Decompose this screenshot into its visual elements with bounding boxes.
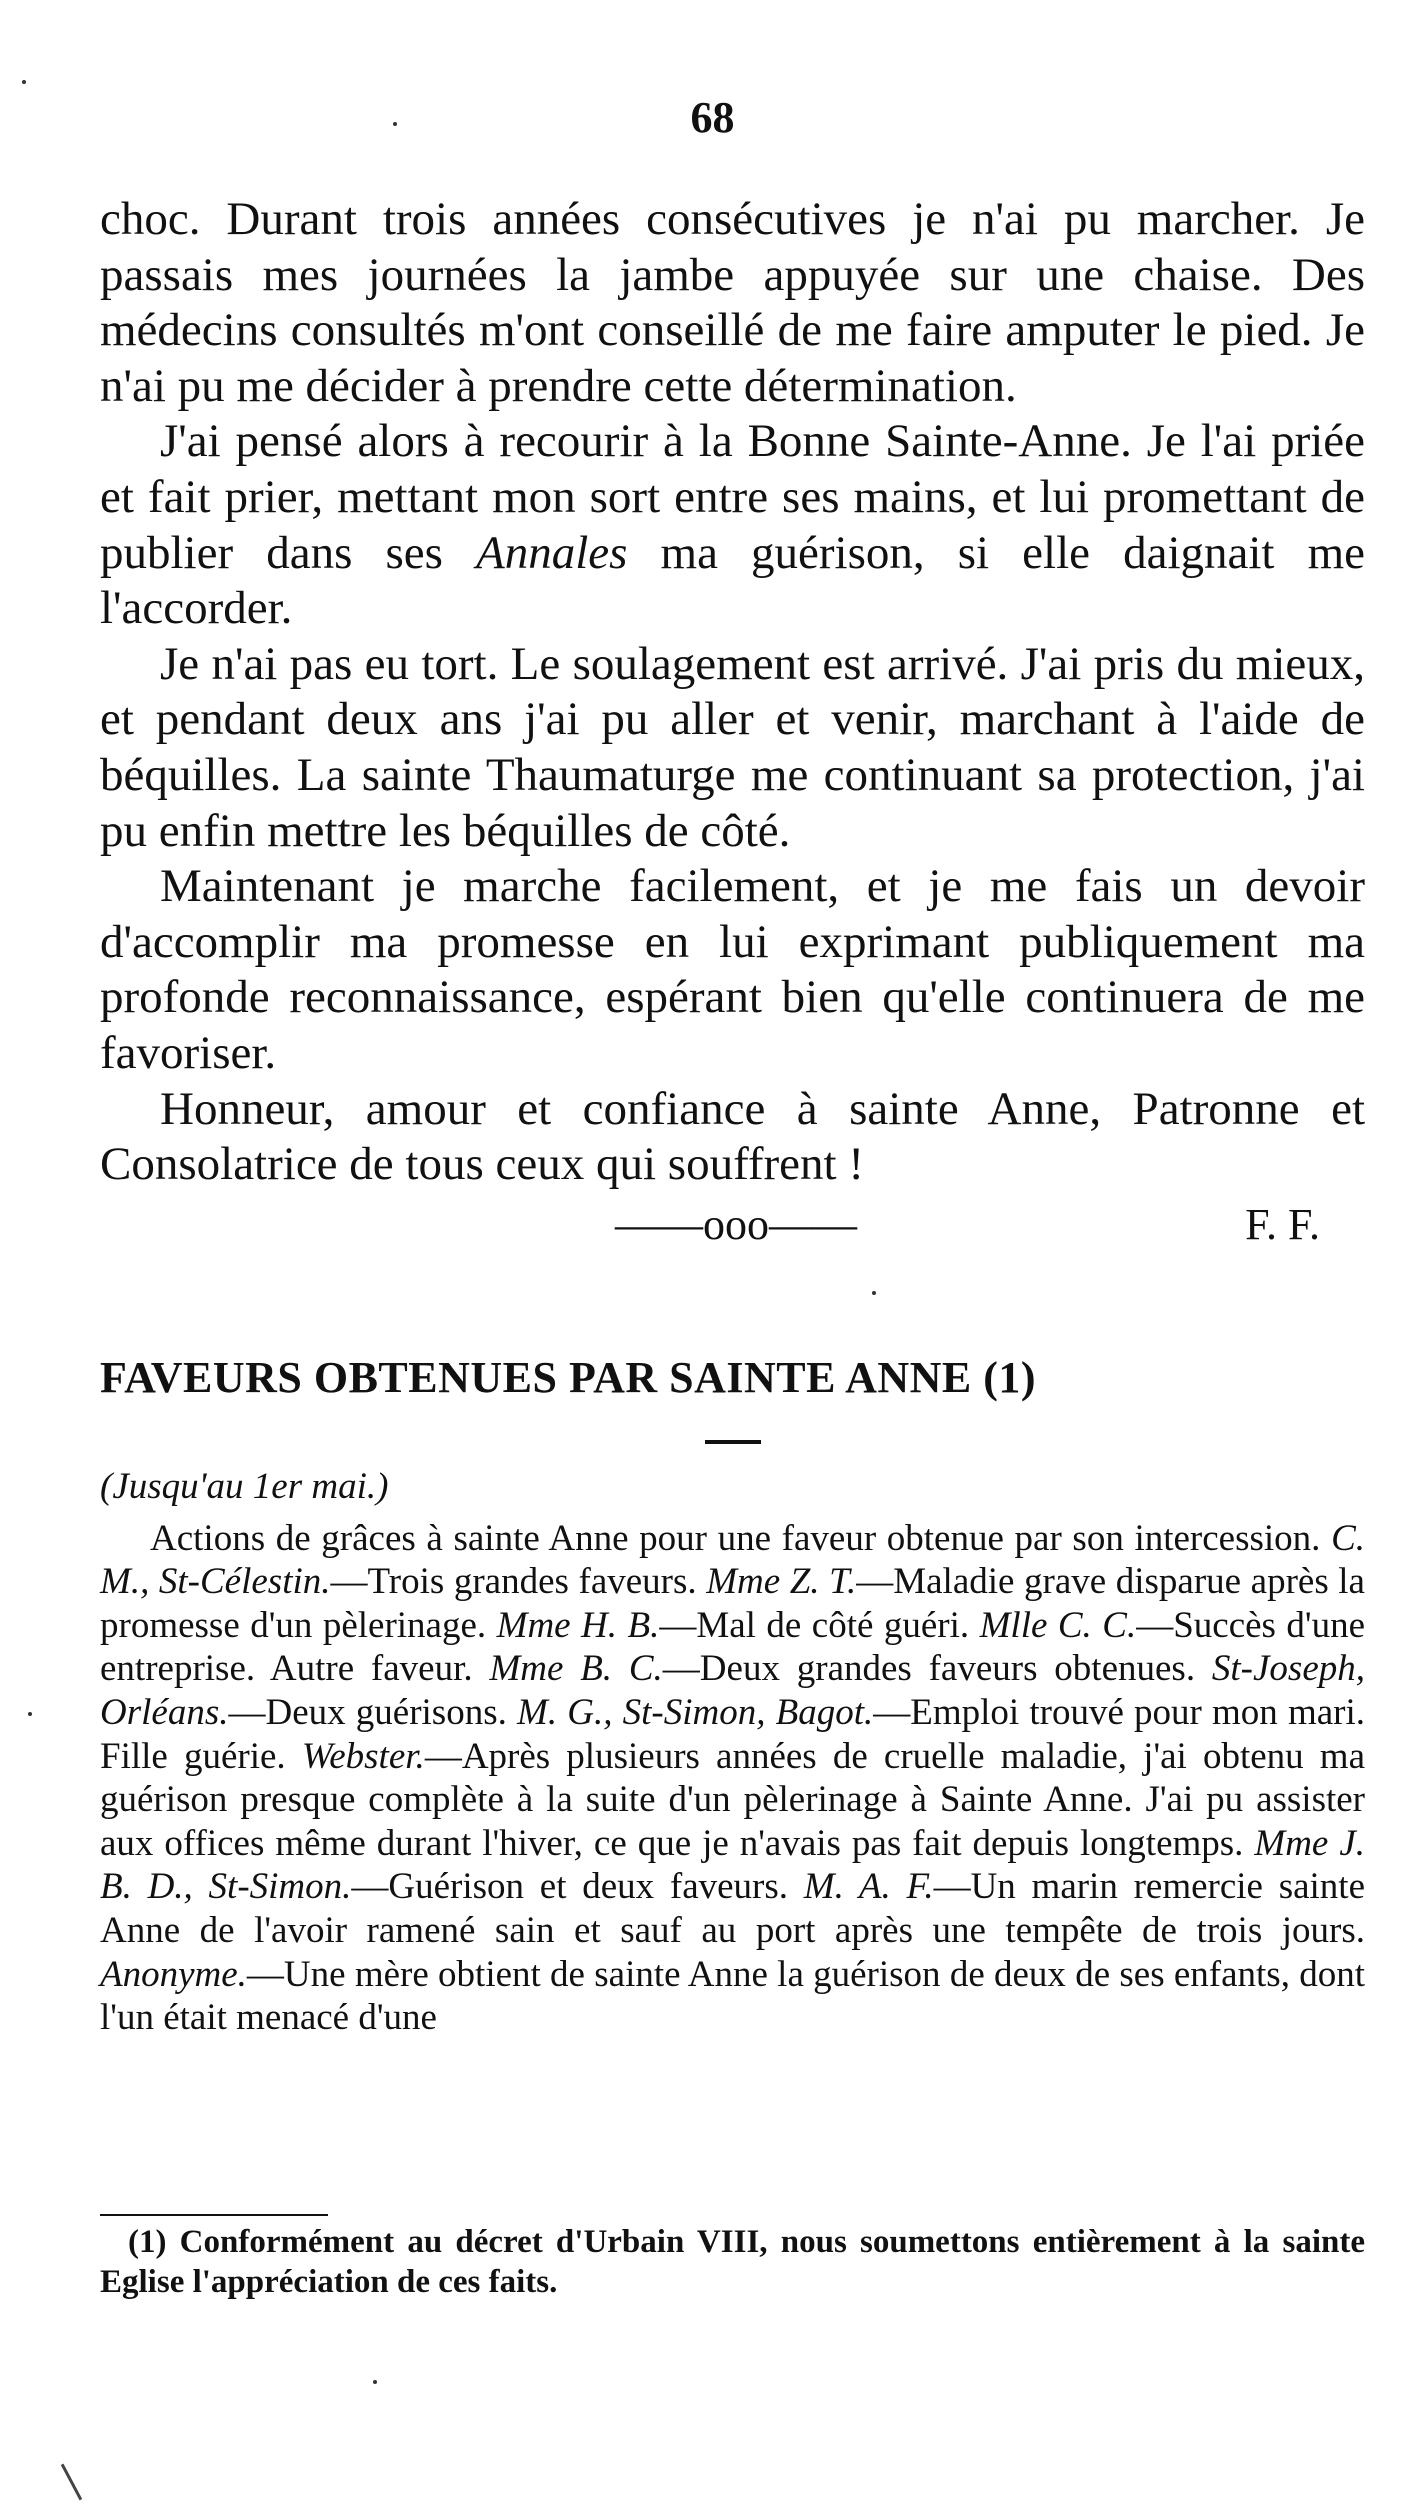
date-note: (Jusqu'au 1er mai.) xyxy=(100,1466,389,1507)
favor-attribution: M. A. F. xyxy=(803,1866,934,1908)
favor-text: —Guérison et deux faveurs. xyxy=(351,1866,804,1908)
favor-text: —Emploi trouvé pour mon mari. Fille guérie. xyxy=(100,1691,1366,1777)
favor-attribution: Anonyme. xyxy=(100,1953,247,1995)
scan-speck xyxy=(22,80,26,84)
scan-speck xyxy=(28,1712,32,1716)
favor-text: —Un marin remercie sainte Anne de l'avoir ramené sain et sauf au port après une tempête de trois jours. xyxy=(100,1866,1366,1951)
annales-title: Annales xyxy=(476,526,628,579)
favor-text: Actions de grâces à sainte Anne pour une faveur obtenue par son intercession. xyxy=(150,1517,1332,1559)
favor-attribution: Mlle C. C. xyxy=(979,1604,1137,1646)
page-number: 68 xyxy=(690,93,735,142)
favor-attribution: Mme J. B. D., St-Simon. xyxy=(100,1822,1365,1908)
scan-speck xyxy=(872,1291,876,1295)
title-rule xyxy=(705,1440,761,1444)
footnote-rule xyxy=(100,2214,328,2216)
footnote: (1) Conformément au décret d'Urbain VIII, nous soumettons entièrement à la sainte Eglise l'appréciation de ces faits. xyxy=(100,2224,1365,2300)
favor-text: —Après plusieurs années de cruelle maladie, j'ai obtenu ma guérison presque complète à la suite d'un pèlerinage à Sainte Anne. J'ai pu assister aux offices même durant l'hiver, ce que je n'avais pas fait depuis longtemps. xyxy=(100,1735,1365,1864)
signature-line xyxy=(100,1197,1365,1253)
favor-text: —Deux guérisons. xyxy=(228,1691,518,1733)
favor-attribution: Webster. xyxy=(301,1735,425,1777)
favor-attribution: M. G., St-Simon, Bagot. xyxy=(517,1691,874,1733)
paragraph-1: choc. Durant trois années consécutives je n'ai pu marcher. Je passais mes journées la jambe appuyée sur une chaise. Des médecins consultés m'ont conseillé de me faire amputer le pied. Je n'ai pu me décider à prendre cette détermination. xyxy=(100,193,1365,412)
signature: F. F. xyxy=(1245,1199,1320,1249)
favor-attribution: Mme B. C. xyxy=(489,1648,663,1690)
scan-mark xyxy=(61,2464,82,2501)
favor-text: —Deux grandes faveurs obtenues. xyxy=(662,1648,1212,1690)
favor-text: —Succès d'une entreprise. Autre faveur. xyxy=(100,1604,1365,1690)
paragraph-4: Maintenant je marche facilement, et je me fais un devoir d'accomplir ma promesse en lui exprimant publiquement ma profonde reconnaissance, espérant bien qu'elle continuera de me favoriser. xyxy=(100,860,1365,1079)
letter-body xyxy=(100,192,1365,1252)
paragraph-5: Honneur, amour et confiance à sainte Anne, Patronne et Consolatrice de tous ceux qui souffrent ! xyxy=(100,1082,1365,1191)
scan-speck xyxy=(393,122,397,126)
favor-text: —Trois grandes faveurs. xyxy=(330,1561,707,1603)
paragraph-2-end: ma guérison, si elle daignait me l'accorder. xyxy=(100,526,1365,635)
favors-list xyxy=(100,1517,1365,2040)
paragraph-3: Je n'ai pas eu tort. Le soulagement est arrivé. J'ai pris du mieux, et pendant deux ans j'ai pu aller et venir, marchant à l'aide de béquilles. La sainte Thaumaturge me continuant sa protection, j'ai pu enfin mettre les béquilles de côté. xyxy=(100,637,1365,857)
section-title: FAVEURS OBTENUES PAR SAINTE ANNE (1) xyxy=(100,1353,1037,1402)
favor-text: —Mal de côté guéri. xyxy=(659,1604,980,1646)
separator-ornament: ——ooo—— xyxy=(615,1199,857,1249)
favor-attribution: C. M., St-Célestin. xyxy=(100,1517,1365,1603)
paragraph-2 xyxy=(100,414,1365,636)
favor-attribution: St-Joseph, Orléans. xyxy=(100,1648,1365,1733)
favor-attribution: Mme Z. T. xyxy=(706,1561,857,1603)
favors-section xyxy=(100,1465,1365,2040)
favor-attribution: Mme H. B. xyxy=(496,1604,660,1646)
scan-speck xyxy=(373,2380,377,2384)
favor-text: —Maladie grave disparue après la promesse d'un pèlerinage. xyxy=(100,1561,1365,1646)
paragraph-2-start: J'ai pensé alors à recourir à la Bonne Sainte-Anne. Je l'ai priée et fait prier, mettant mon sort entre ses mains, et lui promettant de publier dans ses xyxy=(100,415,1365,579)
favor-text: —Une mère obtient de sainte Anne la guérison de deux de ses enfants, dont l'un était menacé d'une xyxy=(100,1953,1365,2039)
